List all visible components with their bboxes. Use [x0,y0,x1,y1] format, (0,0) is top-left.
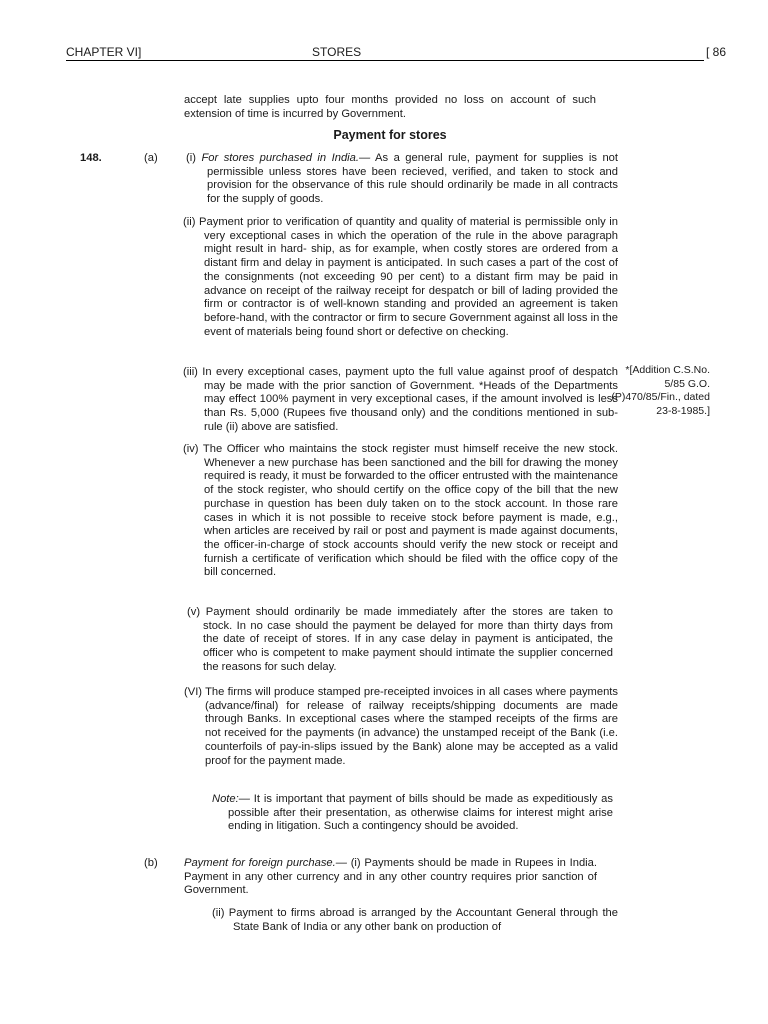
clause-a-v: (v) Payment should ordinarily be made immediately after the stores are taken to stock. In no case should the payment be delayed for more than thirty days from the date of receipt of stores. If in any case delay in payment is anticipated, the officer who is competent to make payment should intimate the supplier concerned the reasons for such delay. [187,606,613,673]
margin-note: *[Addition C.S.No. 5/85 G.O.(P)470/85/Fin., dated 23-8-1985.] [611,364,710,417]
clause-a-vi: (VI) The firms will produce stamped pre-receipted invoices in all cases where payments (advance/final) for release of railway receipts/shipping documents are made through Banks. In exceptional cases where the stamped receipts of the firms are not received for the payments (in advance) the unstamped receipt of the Bank (i.e. counterfoils of pay-in-slips issued by the Bank) alone may be accepted as a valid proof for the payment made. [184,686,618,767]
note-label: Note:— [212,793,250,805]
chapter-label: CHAPTER VI] [66,45,142,59]
clause-a-i [186,152,618,207]
clause-b-label: (b) [144,857,158,869]
clause-a-iv: (iv) The Officer who maintains the stock register must himself receive the new stock. Whenever a new purchase has been sanctioned and the bill for drawing the money required is ready, it must be forwarded to the officer entrusted with the maintenance of the stock register, who should certify on the office copy of the bill that the new purchase in question has been duly taken on to the stock account. In those rare cases in which it is not possible to receive stock before payment is made, e.g., when articles are received by rail or post and payment is made against documents, the officer-in-charge of stock accounts should verify the new stock or receipt and furnish a certificate of verification which should be filed with the office copy of the bill concerned. [183,443,618,579]
section-heading: Payment for stores [333,128,447,142]
clause-b-i-text: (i) Payments should be made in Rupees in India. Payment in any other currency and in any other country requires prior sanction of Government. [184,857,597,897]
note-text: It is important that payment of bills should be made as expeditiously as possible after their presentation, as otherwise claims for interest might arise ending in litigation. Such a contingency should be avoided. [228,793,613,833]
clause-a-i-title: For stores purchased in India.— [201,152,371,164]
clause-b-title: Payment for foreign purchase.— [184,857,347,869]
note-paragraph [212,793,613,834]
rule-number: 148. [80,152,102,164]
clause-a-label: (a) [144,152,158,164]
clause-a-i-label: (i) [186,152,202,164]
page-number: [ 86 [706,45,727,59]
clause-b-i [184,857,597,898]
page-title: STORES [312,45,362,59]
clause-a-iii: (iii) In every exceptional cases, payment upto the full value against proof of despatch may be made with the prior sanction of Government. *Heads of the Departments may effect 100% payment in very exceptional cases, if the amount involved is less than Rs. 5,000 (Rupees five thousand only) and the conditions mentioned in sub-rule (ii) above are satisfied. [183,366,618,433]
clause-b-ii: (ii) Payment to firms abroad is arranged by the Accountant General through the State Bank of India or any other bank on production of [212,907,618,933]
clause-a-i-text: As a general rule, payment for supplies is not permissible unless stores have been recieved, verified, and taken to stock and provision for the observance of this rule should ordinarily be made in all contracts for the supply of goods. [207,152,618,206]
header-rule [66,60,704,61]
intro-paragraph: accept late supplies upto four months provided no loss on account of such extension of time is incurred by Government. [184,94,596,120]
clause-a-ii: (ii) Payment prior to verification of quantity and quality of material is permissible only in very exceptional cases in which the operation of the rule in the above paragraph might result in hard- ship, as for example, when costly stores are ordered from a distant firm and delay in payment is anticipated. In such cases a part of the cost of the consignments (not exceeding 90 per cent) to a distant firm may be paid in advance on receipt of the railway receipt for despatch or bill of lading provided the firm or contractor is of well-known standing and provided an agreement is taken before-hand, with the contractor or firm to secure Government against all loss in the event of materials being found short or defective on checking. [183,216,618,338]
